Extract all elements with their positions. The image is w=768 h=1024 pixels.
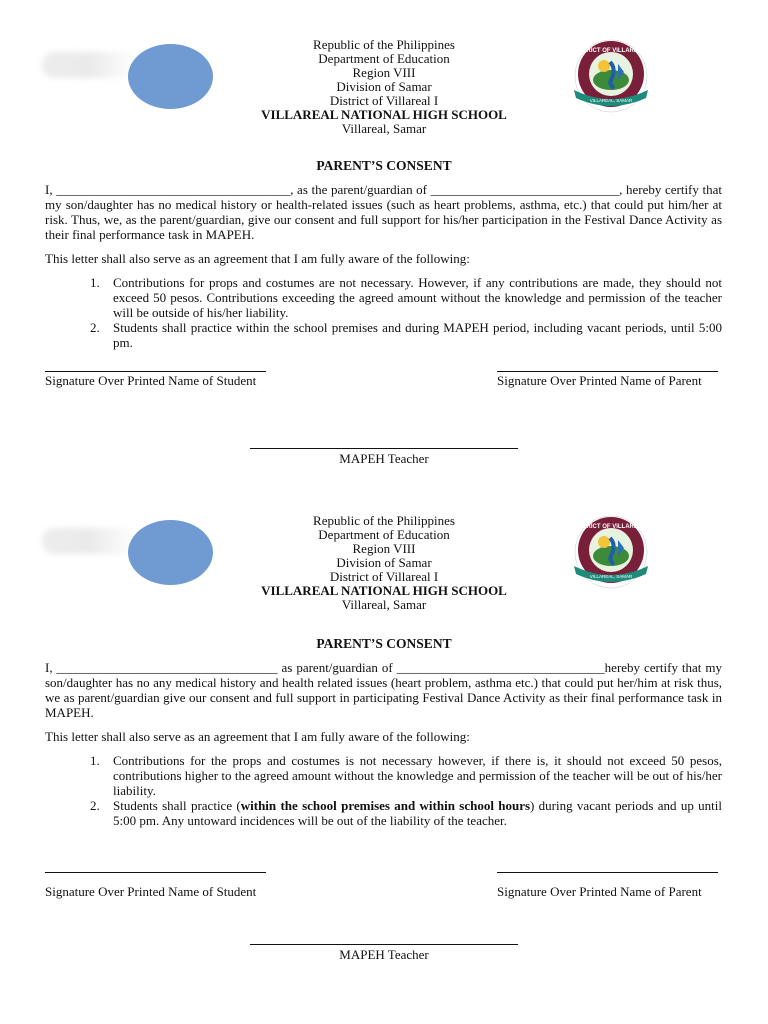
conditions-list: [90, 275, 722, 350]
list-text-post: ) during vacant periods and up until 5:00 pm. Any untoward incidences will be out of the liability of the teacher.: [113, 798, 722, 828]
teacher-signature-label: MAPEH Teacher: [339, 947, 429, 962]
school-address: Villareal, Samar: [341, 597, 427, 612]
list-item: [90, 798, 722, 828]
school-name: VILLAREAL NATIONAL HIGH SCHOOL: [261, 583, 507, 598]
seal-bottom-text: VILLAREAL, SAMAR: [589, 574, 633, 579]
list-text: Contributions for the props and costumes is not necessary however, if there is, it should not exceed 50 pesos, contributions higher to the agreed amount without the knowledge and permission of the teacher will be out of his/her liability.: [113, 753, 722, 798]
teacher-signature-label: MAPEH Teacher: [339, 451, 429, 466]
list-text-bold: within the school premises and within school hours: [240, 798, 531, 813]
header-line-2: Department of Education: [318, 51, 450, 66]
school-name: VILLAREAL NATIONAL HIGH SCHOOL: [261, 107, 507, 122]
letterhead: [0, 38, 768, 136]
header-line-3: Region VIII: [352, 65, 416, 80]
header-line-4: Division of Samar: [336, 79, 432, 94]
student-signature-line: [45, 872, 266, 873]
agreement-paragraph: This letter shall also serve as an agreement that I am fully aware of the following:: [45, 251, 470, 266]
document-title: PARENT’S CONSENT: [316, 158, 452, 173]
teacher-signature-line: [250, 448, 518, 449]
list-number: 2.: [90, 798, 100, 813]
parent-signature-line: [497, 872, 718, 873]
letterhead: [0, 514, 768, 612]
list-text: Contributions for props and costumes are not necessary. However, if any contributions are made, they should not exceed 50 pesos. Contributions exceeding the agreed amount without the knowledge and permission of the teacher will be outside of his/her liability.: [113, 275, 722, 320]
consent-paragraph: I, __________________________________ as parent/guardian of ________________________________hereby certify that my son/daughter has no any medical history and health related issues (heart problem, asthma etc.) that could put her/him at risk thus, we as parent/guardian give our consent and full support in participating Festival Dance Activity as their final performance task in MAPEH.: [45, 660, 722, 720]
list-text-pre: Students shall practice (: [113, 798, 241, 813]
list-item: [90, 275, 722, 320]
seal-bottom-text: VILLAREAL, SAMAR: [589, 98, 633, 103]
parent-signature-label: Signature Over Printed Name of Parent: [497, 884, 702, 899]
header-line-1: Republic of the Philippines: [313, 513, 455, 528]
list-number: 1.: [90, 753, 100, 768]
student-signature-line: [45, 371, 266, 372]
school-address: Villareal, Samar: [341, 121, 427, 136]
consent-paragraph: I, ____________________________________, as the parent/guardian of _____________________________, hereby certify that my son/daughter has no medical history or health-related issues (such as heart problems, asthma, etc.) that could put him/her at risk. Thus, we, as the parent/guardian, give our consent and full support for his/her participation in the Festival Dance Activity as their final performance task in MAPEH.: [45, 182, 722, 242]
student-signature-label: Signature Over Printed Name of Student: [45, 373, 257, 388]
seal-top-text: DISTRICT OF VILLAREAL I: [572, 48, 650, 54]
list-item: [90, 753, 722, 798]
header-line-5: District of Villareal I: [329, 569, 439, 584]
header-line-2: Department of Education: [318, 527, 450, 542]
document-title: PARENT’S CONSENT: [316, 636, 452, 651]
header-line-3: Region VIII: [352, 541, 416, 556]
list-number: 1.: [90, 275, 100, 290]
list-number: 2.: [90, 320, 100, 335]
header-line-4: Division of Samar: [336, 555, 432, 570]
list-item: [90, 320, 722, 350]
agreement-paragraph: This letter shall also serve as an agreement that I am fully aware of the following:: [45, 729, 470, 744]
parent-signature-label: Signature Over Printed Name of Parent: [497, 373, 702, 388]
conditions-list: [90, 753, 722, 828]
seal-top-text: DISTRICT OF VILLAREAL I: [572, 524, 650, 530]
parent-signature-line: [497, 371, 718, 372]
teacher-signature-line: [250, 944, 518, 945]
student-signature-label: Signature Over Printed Name of Student: [45, 884, 257, 899]
header-line-1: Republic of the Philippines: [313, 37, 455, 52]
list-text: Students shall practice within the school premises and during MAPEH period, including vacant periods, until 5:00 pm.: [113, 320, 722, 350]
header-line-5: District of Villareal I: [329, 93, 439, 108]
